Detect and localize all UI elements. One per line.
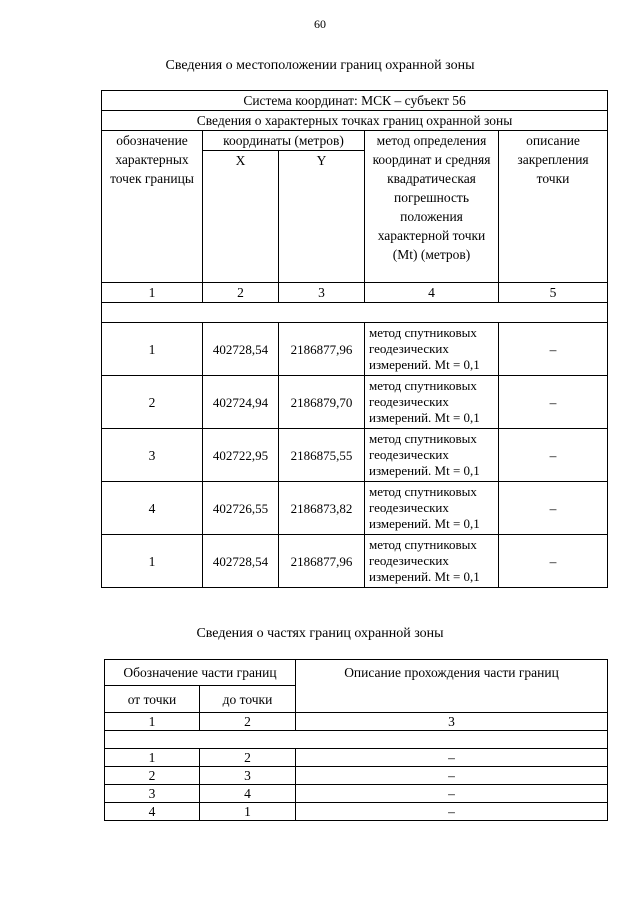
- point-cell: 3: [102, 429, 203, 482]
- part-description-cell: –: [296, 767, 608, 785]
- description-cell: –: [499, 535, 608, 588]
- point-cell: 2: [102, 376, 203, 429]
- table-row: [105, 767, 608, 785]
- y-header: Y: [279, 151, 365, 283]
- empty-row: [105, 731, 608, 749]
- boundary-points-table: [101, 90, 608, 588]
- description-cell: –: [499, 323, 608, 376]
- points-header: Сведения о характерных точках границ охранной зоны: [102, 111, 608, 131]
- section2-title: Сведения о частях границ охранной зоны: [196, 626, 444, 641]
- method-cell: метод спутниковых геодезических измерений. Mt = 0,1: [365, 429, 499, 482]
- x-cell: 402728,54: [203, 535, 279, 588]
- point-cell: 4: [102, 482, 203, 535]
- part-description-cell: –: [296, 785, 608, 803]
- y-cell: 2186873,82: [279, 482, 365, 535]
- to-point-header: до точки: [200, 686, 296, 713]
- y-cell: 2186877,96: [279, 323, 365, 376]
- section1-title: Сведения о местоположении границ охранной зоны: [165, 58, 475, 73]
- from-cell: 3: [105, 785, 200, 803]
- part-description-cell: –: [296, 803, 608, 821]
- column-number: 3: [279, 283, 365, 303]
- y-cell: 2186877,96: [279, 535, 365, 588]
- part-description-cell: –: [296, 749, 608, 767]
- column-number: 2: [203, 283, 279, 303]
- y-cell: 2186875,55: [279, 429, 365, 482]
- designation-header: обозначение характерных точек границы: [102, 131, 203, 283]
- method-cell: метод спутниковых геодезических измерений. Mt = 0,1: [365, 482, 499, 535]
- point-cell: 1: [102, 535, 203, 588]
- y-cell: 2186879,70: [279, 376, 365, 429]
- table-row: [102, 429, 608, 482]
- column-number: 3: [296, 713, 608, 731]
- method-cell: метод спутниковых геодезических измерений. Mt = 0,1: [365, 376, 499, 429]
- x-cell: 402726,55: [203, 482, 279, 535]
- description-cell: –: [499, 482, 608, 535]
- table-row: [105, 785, 608, 803]
- coordinate-system-header: Система координат: МСК – субъект 56: [102, 91, 608, 111]
- x-cell: 402728,54: [203, 323, 279, 376]
- column-number: 2: [200, 713, 296, 731]
- from-cell: 1: [105, 749, 200, 767]
- description-header: описание закрепления точки: [499, 131, 608, 283]
- from-cell: 2: [105, 767, 200, 785]
- part-description-header: Описание прохождения части границ: [296, 660, 608, 713]
- from-cell: 4: [105, 803, 200, 821]
- method-cell: метод спутниковых геодезических измерений. Mt = 0,1: [365, 323, 499, 376]
- empty-row: [102, 303, 608, 323]
- table-row: [102, 376, 608, 429]
- part-designation-header: Обозначение части границ: [105, 660, 296, 686]
- method-cell: метод спутниковых геодезических измерений. Mt = 0,1: [365, 535, 499, 588]
- page-number: 60: [314, 17, 326, 31]
- x-header: X: [203, 151, 279, 283]
- table-row: [105, 749, 608, 767]
- coordinates-header: координаты (метров): [203, 131, 365, 151]
- table-row: [105, 803, 608, 821]
- description-cell: –: [499, 429, 608, 482]
- column-number: 5: [499, 283, 608, 303]
- column-number: 1: [105, 713, 200, 731]
- to-cell: 3: [200, 767, 296, 785]
- to-cell: 1: [200, 803, 296, 821]
- from-point-header: от точки: [105, 686, 200, 713]
- column-number: 4: [365, 283, 499, 303]
- to-cell: 2: [200, 749, 296, 767]
- table-row: [102, 482, 608, 535]
- x-cell: 402722,95: [203, 429, 279, 482]
- point-cell: 1: [102, 323, 203, 376]
- table-row: [102, 535, 608, 588]
- description-cell: –: [499, 376, 608, 429]
- boundary-parts-table: [104, 659, 608, 821]
- table-row: [102, 323, 608, 376]
- column-number: 1: [102, 283, 203, 303]
- x-cell: 402724,94: [203, 376, 279, 429]
- to-cell: 4: [200, 785, 296, 803]
- method-header: метод определения координат и средняя квадратическая погрешность положения характерной точки (Mt) (метров): [365, 131, 499, 283]
